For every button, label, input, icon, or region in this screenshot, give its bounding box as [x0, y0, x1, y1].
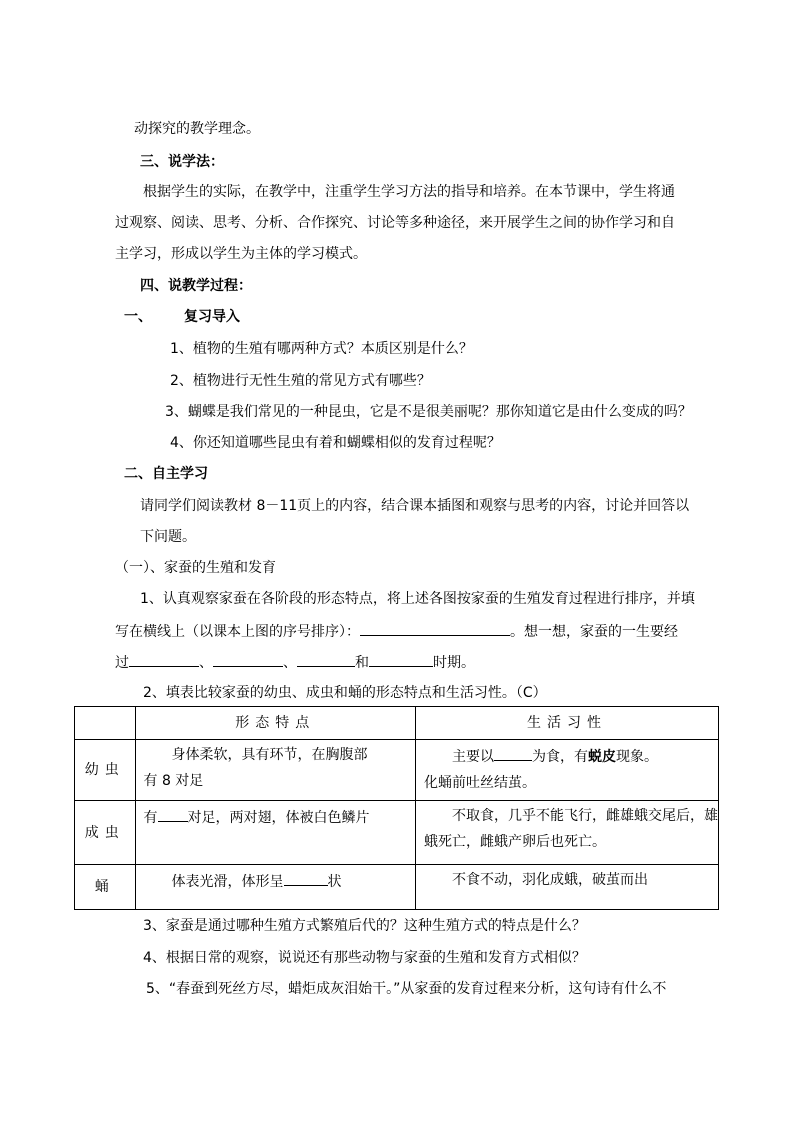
answer-blank-shape[interactable] — [284, 871, 328, 886]
question-1: 1、植物的生殖有哪两种方式？本质区别是什么？ — [170, 341, 473, 357]
table-header-row — [75, 707, 719, 740]
table-row-adult — [75, 801, 719, 865]
adult-morphology: 有 对足，两对翅，体被白色鳞片 — [135, 801, 416, 865]
subsection-silkworm: （一）、家蚕的生殖和发育 — [115, 560, 276, 576]
question-4: 4、你还知道哪些昆虫有着和蝴蝶相似的发育过程呢？ — [170, 435, 501, 451]
answer-blank-order[interactable] — [360, 621, 510, 636]
section-self-study: 二、自主学习 — [124, 466, 208, 482]
table-row-larva — [75, 740, 719, 801]
task-2: 2、填表比较家蚕的幼虫、成虫和蛹的形态特点和生活习性。（C） — [143, 685, 547, 701]
adult-habits: 不取食，几乎不能飞行，雌雄蛾交尾后，雄 蛾死亡，雌蛾产卵后也死亡。 — [416, 801, 719, 865]
task-4: 4、根据日常的观察，说说还有那些动物与家蚕的生殖和发育方式相似？ — [143, 950, 586, 966]
answer-blank-stage-4[interactable] — [369, 652, 433, 667]
task-5: 5、“春蚕到死丝方尽，蜡炬成灰泪始干。”从家蚕的发育过程来分析，这句诗有什么不 — [146, 981, 667, 997]
pupa-morphology: 体表光滑，体形呈 状 — [135, 865, 416, 910]
answer-blank-legs[interactable] — [158, 807, 188, 822]
section-review-intro: 一、 复习导入 — [124, 309, 240, 325]
header-habits: 生活习性 — [416, 707, 719, 740]
task-1-line: 1、认真观察家蚕在各阶段的形态特点，将上述各图按家蚕的生殖发育过程进行排序，并填 — [140, 591, 695, 607]
answer-blank-stage-1[interactable] — [129, 652, 199, 667]
paragraph-line: 主学习，形成以学生为主体的学习模式。 — [115, 246, 367, 262]
task-1-line: 写在横线上（以课本上图的序号排序）： 。想一想，家蚕的一生要经 — [115, 621, 678, 641]
heading-study-methods: 三、说学法： — [140, 154, 224, 170]
paragraph-continuation: 动探究的教学理念。 — [134, 121, 260, 137]
answer-blank-stage-2[interactable] — [213, 652, 283, 667]
larva-habits: 主要以 为食，有蜕皮现象。 化蛹前吐丝结茧。 — [416, 740, 719, 801]
question-3: 3、蝴蝶是我们常见的一种昆虫，它是不是很美丽呢？那你知道它是由什么变成的吗？ — [165, 404, 692, 420]
larva-morphology: 身体柔软，具有环节，在胸腹部 有 8 对足 — [135, 740, 416, 801]
table-corner-cell — [75, 707, 136, 740]
task-1-line: 过 、 、 和 时期。 — [115, 652, 475, 672]
header-morphology: 形态特点 — [135, 707, 416, 740]
question-2: 2、植物进行无性生殖的常见方式有哪些？ — [170, 373, 431, 389]
table-row-pupa — [75, 865, 719, 910]
row-label-pupa: 蛹 — [75, 865, 136, 910]
pupa-habits: 不食不动，羽化成蛾，破茧而出 — [416, 865, 719, 910]
row-label-adult: 成虫 — [75, 801, 136, 865]
answer-blank-food[interactable] — [494, 746, 532, 761]
paragraph-line: 根据学生的实际，在教学中，注重学生学习方法的指导和培养。在本节课中，学生将通 — [143, 184, 675, 200]
task-3: 3、家蚕是通过哪种生殖方式繁殖后代的？这种生殖方式的特点是什么？ — [143, 918, 586, 934]
reading-instruction: 下问题。 — [140, 529, 196, 545]
heading-teaching-process: 四、说教学过程： — [140, 278, 252, 294]
paragraph-line: 过观察、阅读、思考、分析、合作探究、讨论等多种途径，来开展学生之间的协作学习和自 — [115, 215, 675, 231]
comparison-table — [74, 706, 719, 910]
row-label-larva: 幼虫 — [75, 740, 136, 801]
reading-instruction: 请同学们阅读教材 8－11页上的内容，结合课本插图和观察与思考的内容，讨论并回答以 — [140, 498, 690, 514]
answer-blank-stage-3[interactable] — [297, 652, 355, 667]
